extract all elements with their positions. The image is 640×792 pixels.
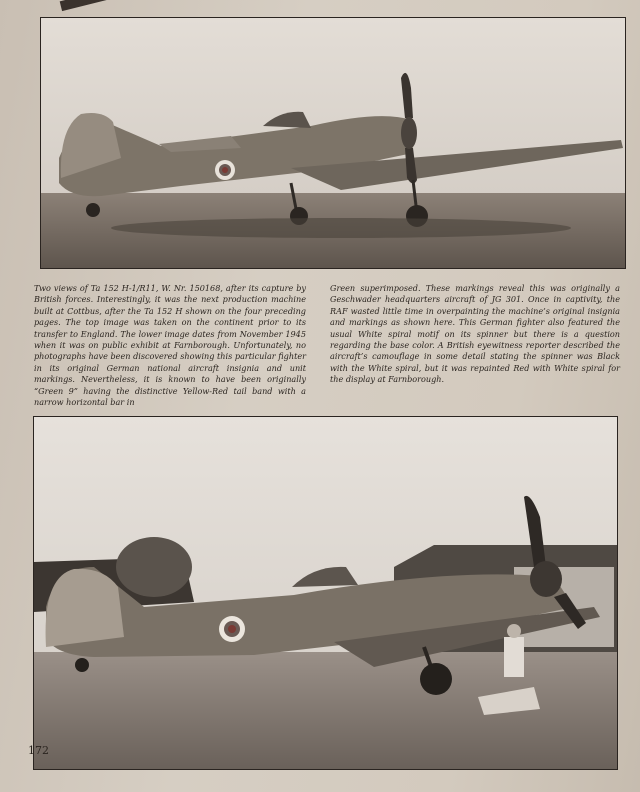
caption-right-column: Green superimposed. These markings reveal this was originally a Geschwader headquarters aircraft of JG 301. Once in captivity, the RAF wasted little time in overpainting the machine’s original insignia and markings as shown here. This German fighter also featured the usual White spiral motif on its spinner but there is a question regarding the base color. A British eyewitness reporter described the aircraft’s camouflage in some detail stating the spinner was Black with the White spiral, but it was repainted Red with White spiral for the display at Farnborough. <box>330 283 620 385</box>
page-number: 172 <box>28 744 49 757</box>
bottom-photo-aircraft-at-farnborough <box>33 416 618 770</box>
bottom-photo-image <box>34 417 617 769</box>
top-photo-image <box>41 18 625 268</box>
top-photo-aircraft-on-airfield <box>40 17 626 269</box>
page-fold-shadow <box>60 0 121 11</box>
caption-left-column: Two views of Ta 152 H-1/R11, W. Nr. 150168, after its capture by British forces. Interestingly, it was the next production machine built at Cottbus, after the Ta 152 H shown on the four preceding pages. The top image was taken on the continent prior to its transfer to England. The lower image dates from November 1945 when it was on public exhibit at Farnborough. Unfortunately, no photographs have been discovered showing this particular fighter in its original German national aircraft insignia and unit markings. Nevertheless, it is known to have been originally “Green 9” having the distinctive Yellow-Red tail band with a narrow horizontal bar in <box>34 283 306 408</box>
